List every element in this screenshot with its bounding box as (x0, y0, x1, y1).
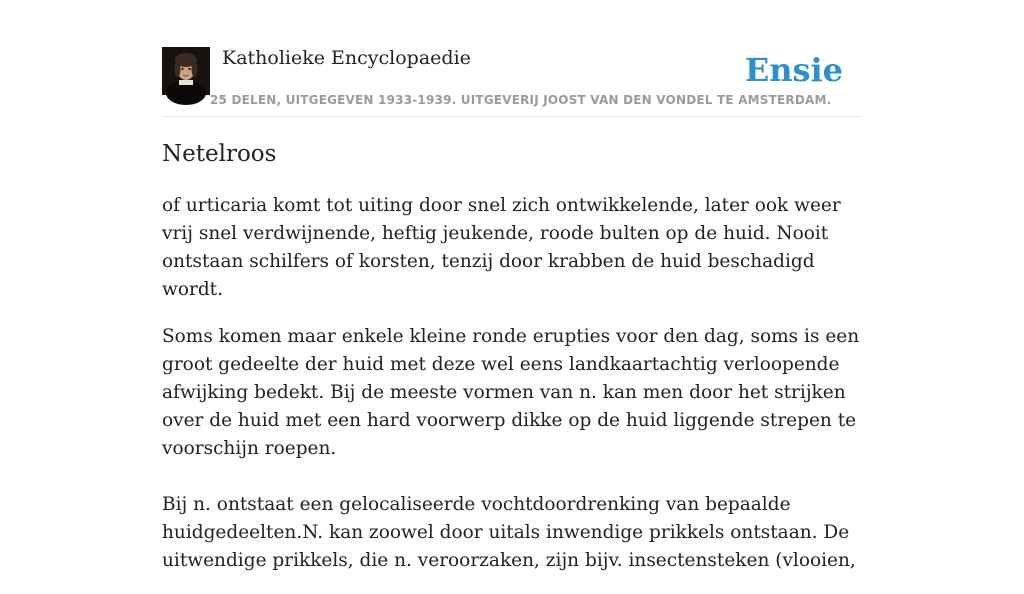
article-body (162, 192, 862, 594)
article-paragraph: Soms komen maar enkele kleine ronde erupties voor den dag, soms is een groot gedeelte der huid met deze wel eens landkaartachtig verloopende afwijking bedekt. Bij de meeste vormen van n. kan men door het strijken over de huid met een hard voorwerp dikke op de huid liggende strepen te voorschijn roepen. (162, 326, 860, 459)
article-paragraph: of urticaria komt tot uiting door snel zich ontwikkelende, later ook weer vrij snel verdwijnende, heftig jeukende, roode bulten op de huid. Nooit ontstaan schilfers of korsten, tenzij door krabben de huid beschadigd wordt. (162, 195, 841, 300)
source-subtitle: 25 DELEN, UITGEGEVEN 1933-1939. UITGEVERIJ JOOST VAN DEN VONDEL TE AMSTERDAM. (210, 93, 832, 107)
article-paragraph: Bij n. ontstaat een gelocaliseerde vochtdoordrenking van bepaalde huidgedeelten.N. kan zoowel door uitals inwendige prikkels ontstaan. De uitwendige prikkels, die n. veroorzaken, zijn bijv. insectensteken (vlooien, (162, 494, 856, 571)
portrait-avatar-icon[interactable] (162, 47, 210, 95)
source-title[interactable]: Katholieke Encyclopaedie (222, 47, 471, 69)
article-title: Netelroos (162, 141, 277, 167)
ensie-logo-link[interactable]: Ensie (744, 51, 843, 89)
source-header (162, 44, 862, 117)
